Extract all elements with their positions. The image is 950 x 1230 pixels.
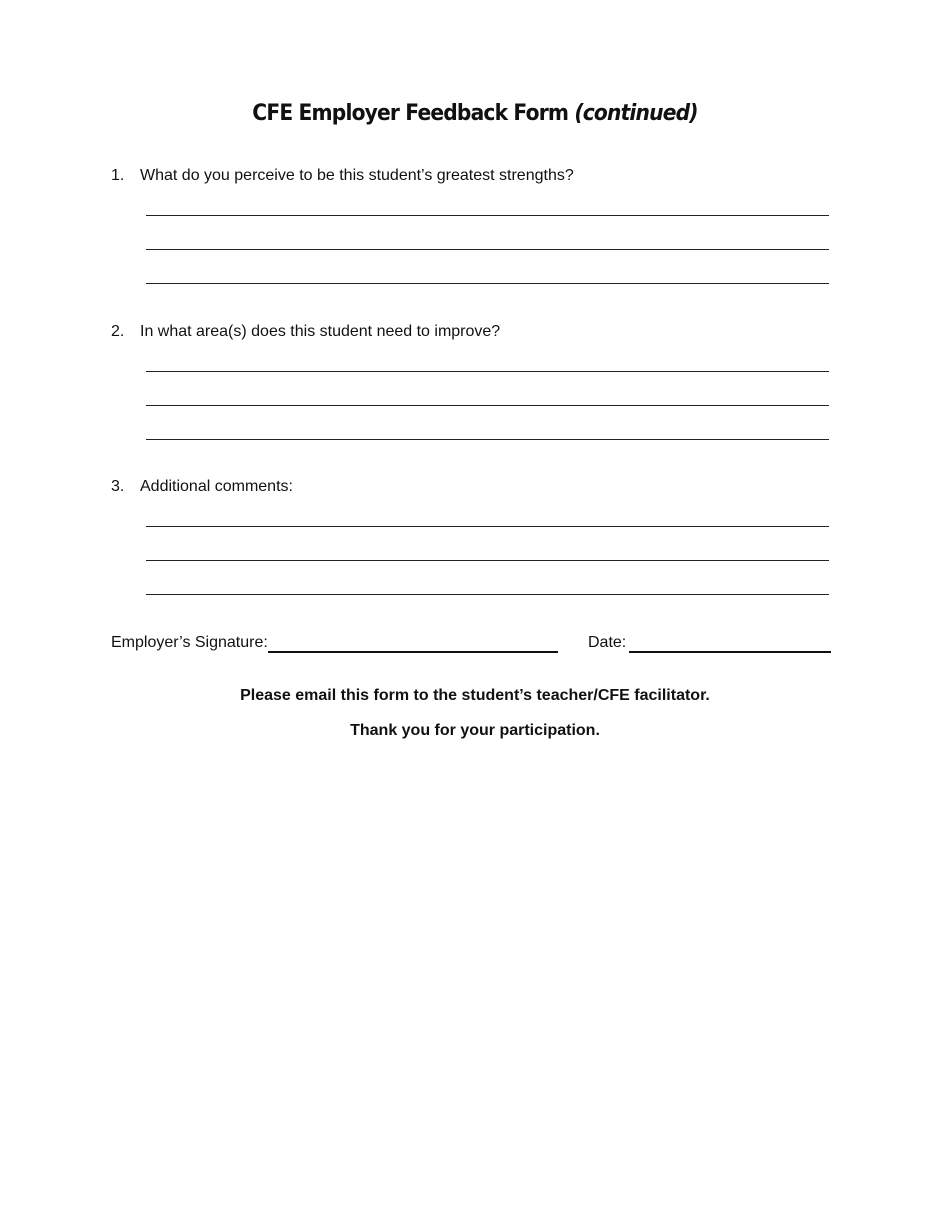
question-1-number: 1. [111, 167, 125, 184]
answer-2-line-1[interactable] [146, 371, 829, 372]
signature-field[interactable] [268, 651, 558, 653]
question-1-text: What do you perceive to be this student’s greatest strengths? [140, 167, 574, 184]
email-instruction: Please email this form to the student’s teacher/CFE facilitator. [240, 687, 710, 704]
question-3-text: Additional comments: [140, 478, 293, 495]
answer-1-line-1[interactable] [146, 215, 829, 216]
signature-label: Employer’s Signature: [111, 634, 268, 651]
thank-you-note: Thank you for your participation. [350, 722, 600, 739]
date-field[interactable] [629, 651, 831, 653]
answer-2-line-2[interactable] [146, 405, 829, 406]
answer-3-line-1[interactable] [146, 526, 829, 527]
form-title-main: CFE Employer Feedback Form [252, 101, 569, 126]
form-title [38, 101, 912, 126]
question-3-number: 3. [111, 478, 125, 495]
answer-3-line-3[interactable] [146, 594, 829, 595]
question-2 [111, 322, 500, 342]
question-2-text: In what area(s) does this student need to improve? [140, 323, 501, 340]
question-1 [111, 166, 574, 186]
answer-2-line-3[interactable] [146, 439, 829, 440]
answer-1-line-2[interactable] [146, 249, 829, 250]
answer-1-line-3[interactable] [146, 283, 829, 284]
question-2-number: 2. [111, 323, 125, 340]
form-title-suffix: (continued) [574, 101, 698, 126]
date-label: Date: [588, 634, 627, 651]
answer-3-line-2[interactable] [146, 560, 829, 561]
question-3 [111, 477, 293, 497]
